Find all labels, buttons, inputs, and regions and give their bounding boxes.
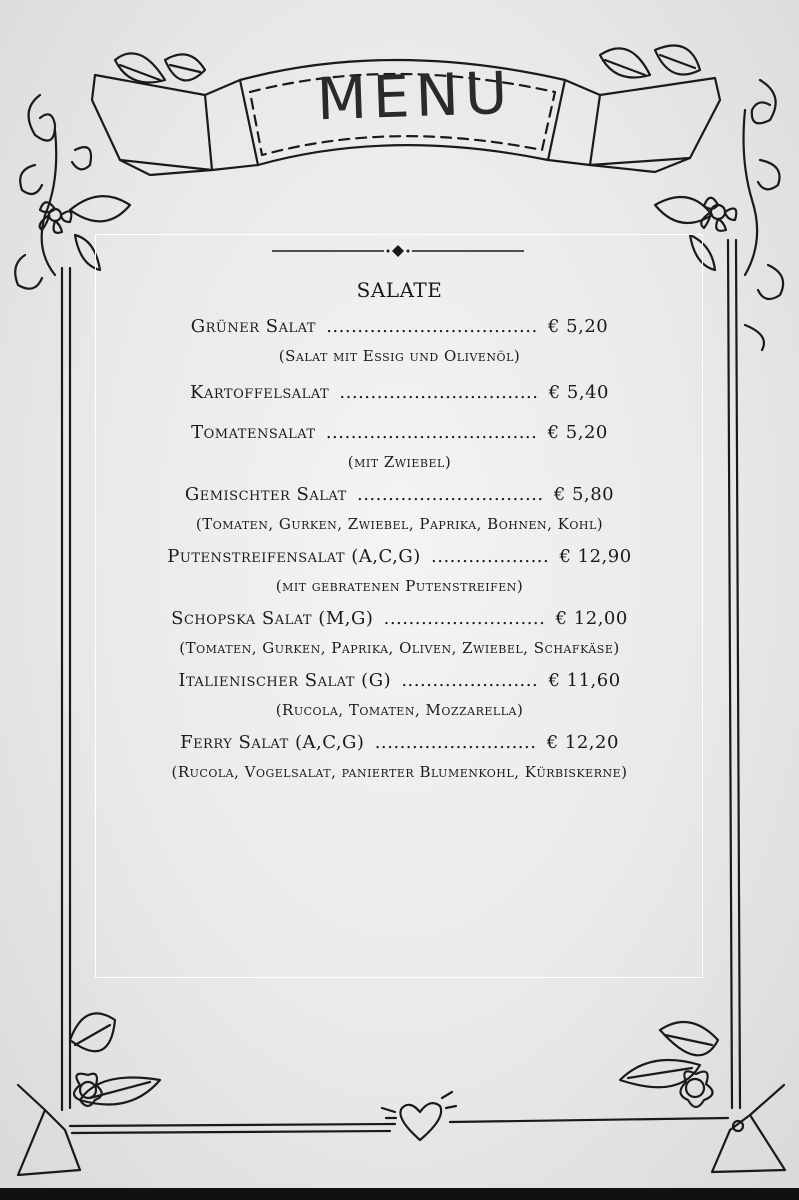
item-price: € 12,20 bbox=[546, 732, 619, 753]
menu-item bbox=[100, 482, 699, 534]
item-price: € 5,20 bbox=[547, 316, 609, 337]
flower-icon bbox=[701, 198, 736, 231]
item-line bbox=[100, 730, 699, 756]
frame-bottom-line bbox=[70, 1118, 728, 1133]
bottom-band bbox=[0, 1188, 799, 1200]
item-price: € 11,60 bbox=[548, 670, 621, 691]
item-name: Tomatensalat bbox=[191, 422, 316, 443]
section-title: SALATE bbox=[356, 278, 443, 302]
item-note: (Rucola, Tomaten, Mozzarella) bbox=[275, 701, 524, 719]
item-line bbox=[100, 606, 699, 632]
leaf-icon bbox=[620, 1022, 718, 1087]
swirl-icon bbox=[15, 95, 91, 289]
leaf-icon bbox=[600, 46, 700, 78]
item-price: € 12,00 bbox=[555, 608, 628, 629]
flower-icon bbox=[40, 202, 72, 233]
item-name: Putenstreifensalat (A,C,G) bbox=[167, 546, 421, 567]
item-line bbox=[100, 380, 699, 406]
item-note: (Rucola, Vogelsalat, panierter Blumenkohl, Kürbiskerne) bbox=[171, 763, 628, 781]
menu-item bbox=[100, 380, 699, 406]
item-name: Grüner Salat bbox=[190, 316, 316, 337]
heart-icon bbox=[382, 1092, 456, 1140]
item-name: Schopska Salat (M,G) bbox=[171, 608, 374, 629]
item-price: € 12,90 bbox=[559, 546, 632, 567]
item-dots: ................................ bbox=[339, 382, 539, 403]
menu-item bbox=[100, 668, 699, 720]
item-price: € 5,20 bbox=[547, 422, 608, 443]
ribbon-banner-icon bbox=[712, 1085, 785, 1172]
item-line bbox=[100, 420, 699, 446]
item-name: Italienischer Salat (G) bbox=[178, 670, 392, 691]
item-line bbox=[100, 544, 699, 570]
flower-icon bbox=[680, 1071, 712, 1107]
item-note: (mit Zwiebel) bbox=[347, 453, 452, 471]
item-dots: .......................... bbox=[383, 608, 546, 629]
diamond-divider-icon bbox=[270, 243, 526, 259]
item-dots: .................................. bbox=[325, 422, 538, 443]
item-line bbox=[100, 314, 699, 340]
item-dots: .......................... bbox=[374, 732, 537, 753]
item-dots: .................................. bbox=[326, 316, 538, 337]
menu-item bbox=[100, 314, 699, 366]
item-price: € 5,80 bbox=[553, 484, 615, 505]
menu-item bbox=[100, 544, 699, 596]
leaf-icon bbox=[115, 53, 205, 82]
item-line bbox=[100, 668, 699, 694]
menu-item bbox=[100, 420, 699, 472]
item-note: (Salat mit Essig und Olivenöl) bbox=[278, 347, 521, 365]
item-price: € 5,40 bbox=[548, 382, 609, 403]
swirl-icon bbox=[744, 80, 784, 350]
menu-item bbox=[100, 606, 699, 658]
leaf-icon bbox=[70, 1013, 160, 1104]
item-dots: ................... bbox=[431, 546, 550, 567]
item-line bbox=[100, 482, 699, 508]
item-dots: .............................. bbox=[356, 484, 544, 505]
item-name: Gemischter Salat bbox=[184, 484, 347, 505]
frame-left-line bbox=[62, 268, 70, 1110]
item-note: (Tomaten, Gurken, Zwiebel, Paprika, Bohnen, Kohl) bbox=[195, 515, 604, 533]
item-note: (Tomaten, Gurken, Paprika, Oliven, Zwiebel, Schafkäse) bbox=[179, 639, 620, 657]
frame-right-line bbox=[728, 240, 740, 1108]
item-name: Kartoffelsalat bbox=[190, 382, 330, 403]
menu-title: MENU bbox=[315, 58, 515, 134]
menu-item bbox=[100, 730, 699, 782]
item-dots: ...................... bbox=[401, 670, 539, 691]
menu-content bbox=[100, 276, 699, 782]
item-note: (mit gebratenen Putenstreifen) bbox=[275, 577, 524, 595]
item-name: Ferry Salat (A,C,G) bbox=[180, 732, 365, 753]
